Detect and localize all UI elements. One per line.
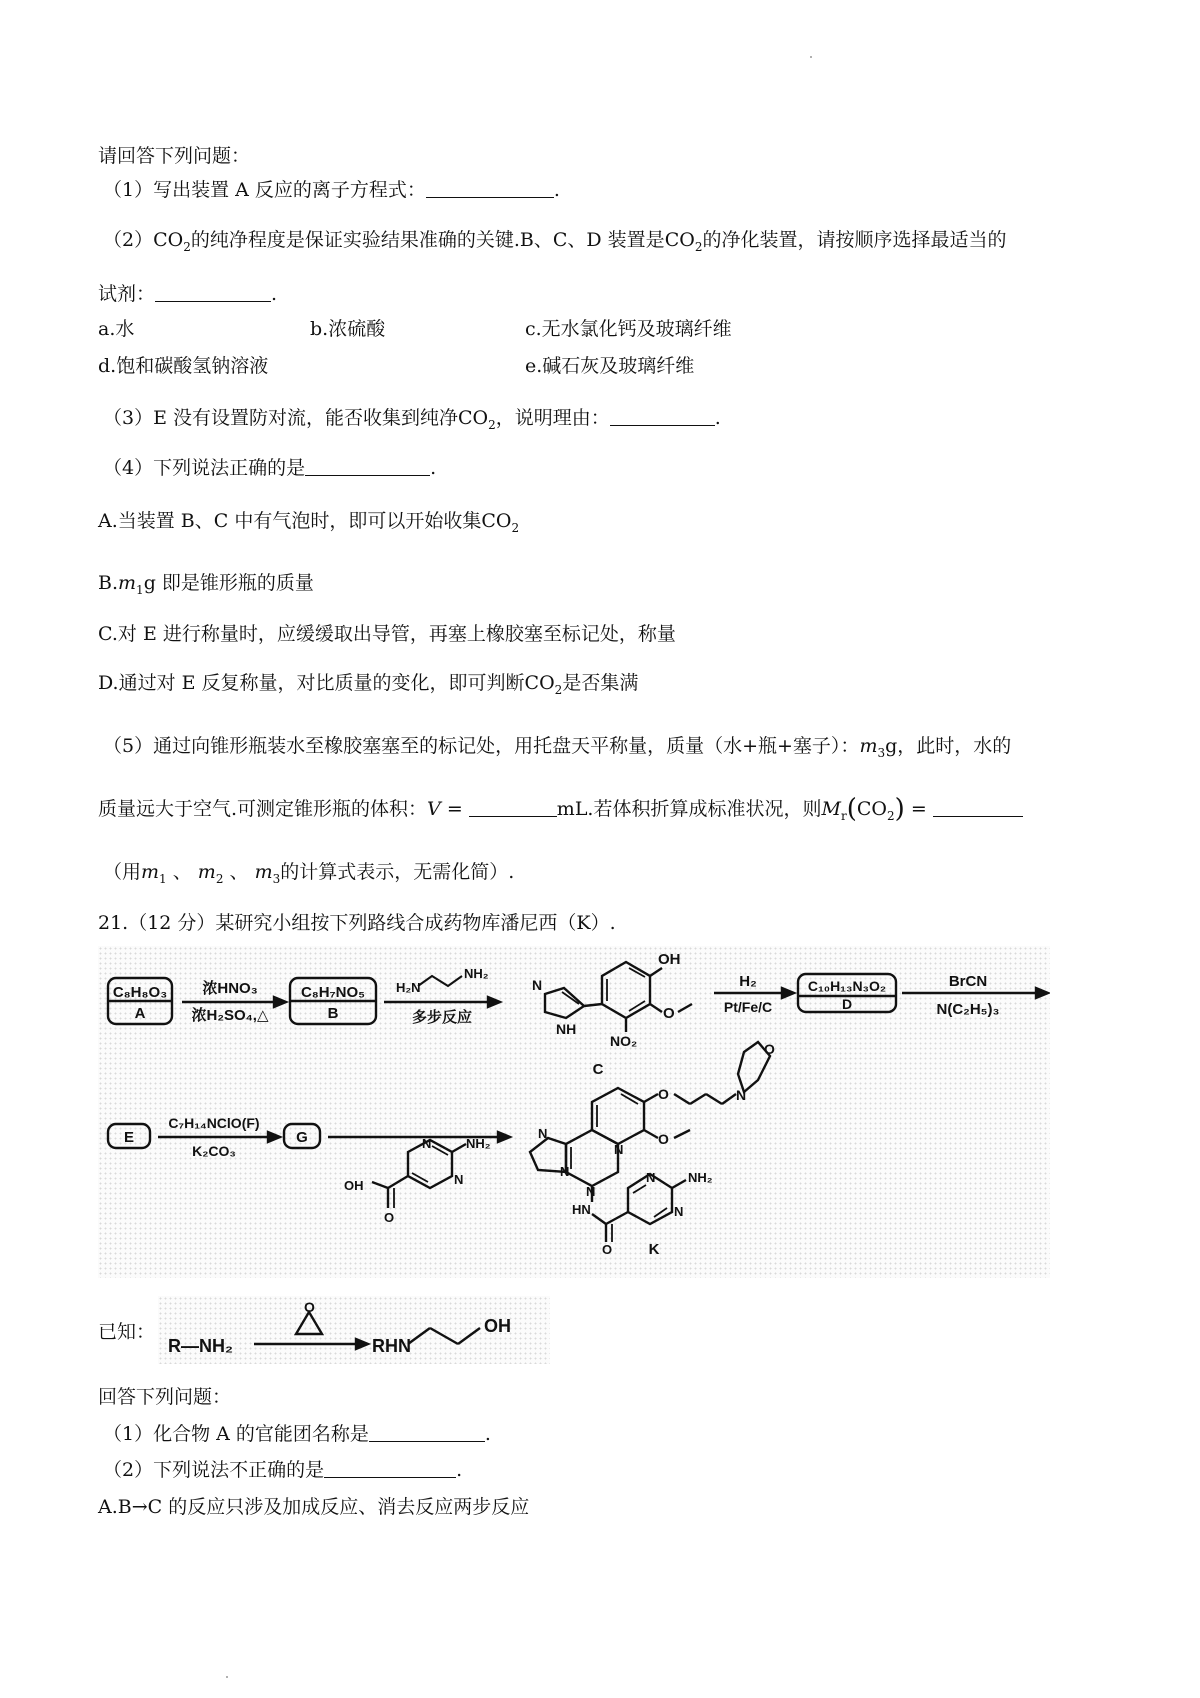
choice-c: C.对 E 进行称量时，应缓缓取出导管，再塞上橡胶塞至标记处，称量: [98, 623, 676, 645]
compound-b-label: B: [327, 1005, 339, 1022]
pyrimidine-n-1: N: [422, 1136, 432, 1151]
k-methoxy-o: O: [658, 1131, 669, 1147]
k-pyr-n-1: N: [646, 1170, 656, 1185]
oh-label: OH: [658, 951, 681, 968]
k-n-3: N: [614, 1142, 624, 1157]
reagent-1-top: 浓HNO₃: [202, 980, 258, 997]
answer-blank[interactable]: [610, 407, 715, 426]
k-n-1: N: [538, 1126, 548, 1141]
q2-line-1: $(2)CO_2$的纯净程度是保证实验结果准确的关键.B、C、D 装置是$CO_2$的净化装置，请按顺序选择最适当的: [103, 229, 1007, 254]
k-n-2: N: [560, 1164, 570, 1179]
reagent-4-top: BrCN: [948, 973, 988, 990]
answer-blank[interactable]: [324, 1459, 456, 1478]
o-label: O: [663, 1005, 675, 1022]
answer-blank[interactable]: [469, 798, 557, 817]
compound-c-ring: [602, 962, 650, 1018]
choice-d: D.通过对 E 反复称量，对比质量的变化，即可判断$CO_2$是否集满: [98, 672, 639, 697]
reagent-3-bottom: Pt/Fe/C: [723, 999, 773, 1015]
reagent-5-bottom: K₂CO₃: [192, 1143, 236, 1159]
compound-a-label: A: [134, 1005, 146, 1022]
known-reaction-svg: [158, 1296, 550, 1364]
option-b: b.浓硫酸: [310, 318, 386, 340]
compound-d-label: D: [841, 996, 853, 1012]
answer-blank[interactable]: [369, 1423, 485, 1442]
choice-a: A.当装置 B、C 中有气泡时，即可以开始收集$CO_2$: [98, 510, 520, 535]
acid-nh2-label: NH₂: [466, 1136, 491, 1151]
scan-dot: [226, 1676, 228, 1678]
compound-d-formula: C₁₀H₁₃N₃O₂: [807, 978, 887, 994]
synthesis-scheme: [98, 946, 1050, 1278]
k-ether-o: O: [658, 1086, 669, 1102]
epoxide-o: O: [304, 1299, 315, 1315]
k-pyr-n-2: N: [674, 1204, 684, 1219]
q5-line-1: （5）通过向锥形瓶装水至橡胶塞塞至的标记处，用托盘天平称量，质量（水+瓶+塞子）：$m_3g$，此时，水的: [103, 735, 1012, 760]
q2-line-2: 试剂： .: [98, 283, 278, 305]
known-product-oh: OH: [484, 1316, 511, 1336]
option-e: e.碱石灰及玻璃纤维: [525, 355, 695, 377]
k-n-4: N: [586, 1184, 596, 1199]
k-morpholine-n: N: [736, 1087, 747, 1103]
answer-blank[interactable]: [155, 283, 271, 302]
reagent-4-bottom: N(C₂H₅)₃: [936, 1001, 1000, 1018]
known-reaction: [158, 1296, 550, 1364]
pyrimidine-n-2: N: [454, 1172, 464, 1187]
reagent-5-top: C₇H₁₄NClO(F): [168, 1115, 260, 1131]
q21-2-line: （2）下列说法不正确的是 .: [103, 1459, 463, 1481]
k-morpholine-o: O: [764, 1041, 775, 1057]
choice-b: $B.m_1g$ 即是锥形瓶的质量: [98, 572, 314, 597]
reagent-3-top: H₂: [739, 973, 757, 990]
compound-c-label: C: [592, 1061, 604, 1078]
compound-a-formula: C₈H₈O₃: [112, 984, 168, 1001]
answer-intro: 回答下列问题：: [98, 1386, 232, 1408]
nh-label: NH: [556, 1021, 577, 1037]
acid-o-label: O: [384, 1210, 395, 1225]
known-product: RHN: [372, 1336, 411, 1356]
k-amide-o: O: [602, 1242, 613, 1257]
q3-line: （3）E 没有设置防对流，能否收集到纯净$CO_2$，说明理由： .: [103, 407, 721, 432]
intro-text: 请回答下列问题：: [98, 145, 251, 167]
q21-1-line: （1）化合物 A 的官能团名称是 .: [103, 1423, 491, 1445]
known-label: 已知：: [98, 1321, 156, 1343]
option-a: a.水: [98, 318, 135, 340]
compound-e-label: E: [123, 1129, 135, 1146]
n-label: N: [532, 977, 543, 993]
acid-oh-label: OH: [344, 1178, 364, 1193]
q21-title: 21.（12 分）某研究小组按下列路线合成药物库潘尼西（K）.: [98, 912, 616, 934]
q21-option-a: A.B→C 的反应只涉及加成反应、消去反应两步反应: [98, 1496, 530, 1518]
compound-k-quinazoline: [566, 1130, 618, 1186]
compound-b-formula: C₈H₇NO₅: [300, 984, 366, 1001]
compound-k-benzene: [592, 1088, 644, 1144]
q4-line: （4）下列说法正确的是 .: [103, 457, 437, 479]
epoxide-ring: [296, 1312, 322, 1334]
answer-blank[interactable]: [305, 457, 430, 476]
k-nh2-label: NH₂: [688, 1170, 713, 1185]
option-c: c.无水氯化钙及玻璃纤维: [525, 318, 732, 340]
compound-g-label: G: [296, 1129, 308, 1146]
answer-blank[interactable]: [426, 179, 554, 198]
scan-dot: [810, 56, 812, 58]
reagent-1-bottom: 浓H₂SO₄,△: [191, 1007, 269, 1024]
q5-line-2: 质量远大于空气.可测定锥形瓶的体积：V = mL.若体积折算成标准状况，则$M_r(CO_2)$ =: [98, 796, 1023, 829]
q1-line: （1）写出装置 A 反应的离子方程式： .: [103, 179, 560, 201]
scheme-svg: [98, 946, 1050, 1278]
k-hn-label: HN: [572, 1202, 591, 1217]
answer-blank[interactable]: [933, 798, 1023, 817]
no2-label: NO₂: [610, 1033, 638, 1049]
compound-k-label: K: [648, 1241, 660, 1258]
nh2-label: NH₂: [464, 966, 489, 981]
known-reactant: R—NH₂: [168, 1336, 233, 1356]
option-d: d.饱和碳酸氢钠溶液: [98, 355, 269, 377]
h2n-label: H₂N: [396, 980, 421, 995]
reagent-2-bottom: 多步反应: [411, 1009, 473, 1026]
q5-line-3: （用$m_1$ 、 $m_2$ 、 $m_3$的计算式表示，无需化简）.: [103, 861, 515, 886]
